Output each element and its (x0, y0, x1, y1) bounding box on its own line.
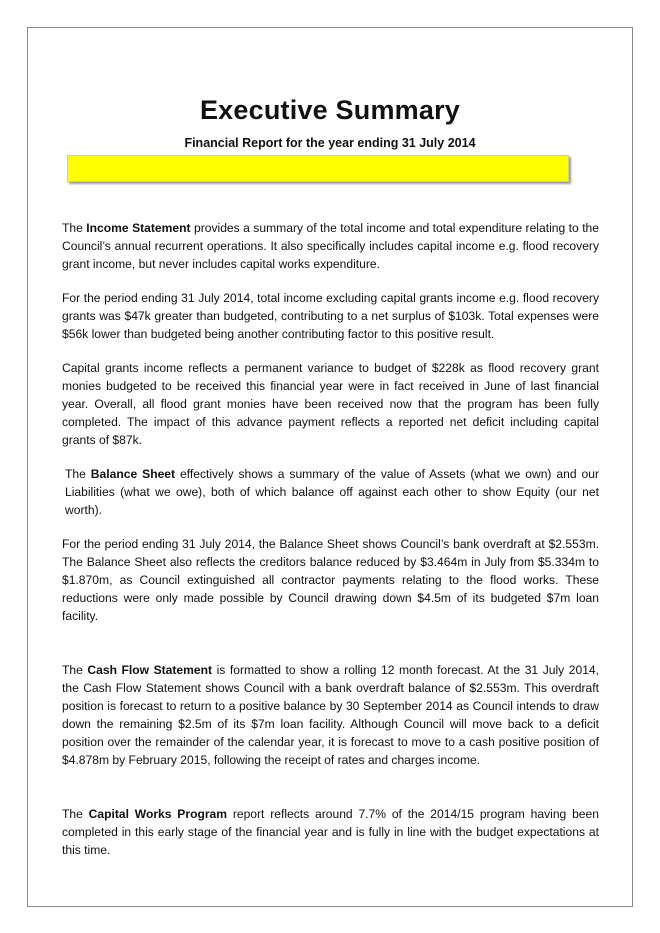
paragraph-lead: The (62, 807, 89, 821)
capital-grants-paragraph: Capital grants income reflects a permanent variance to budget of $228k as flood recovery grant monies budgeted to be received this financial year were in fact received in June of last financial year. Overall, all flood grant monies have been received now that the program has been fully completed. The impact of this advance payment reflects a reported net deficit including capital grants of $87k. (62, 361, 599, 447)
capital-works-paragraph (62, 805, 599, 859)
income-statement-paragraph (62, 219, 599, 273)
balance-sheet-heading: Balance Sheet (90, 467, 176, 481)
income-statement-heading: Income Statement (86, 221, 191, 235)
paragraph-text: provides a summary of the total income and total expenditure relating to the Council’s annual recurrent operations. It also specifically includes capital income e.g. flood recovery grant income, but never includes capital works expenditure. (62, 221, 600, 271)
paragraph-text: is formatted to show a rolling 12 month forecast. At the 31 July 2014, the Cash Flow Statement shows Council with a bank overdraft balance of $2.553m. This overdraft position is forecast to return to a positive balance by 30 September 2014 as Council intends to draw down the remaining $2.5m of its $7m loan facility. Although Council will move back to a deficit position over the remainder of the calendar year, it is forecast to move to a cash positive position of $4.878m by February 2015, following the receipt of rates and charges income. (62, 663, 600, 767)
paragraph-lead: The (62, 663, 88, 677)
page-title: Executive Summary (199, 95, 461, 125)
cash-flow-paragraph (62, 661, 599, 769)
cash-flow-heading: Cash Flow Statement (87, 663, 213, 677)
paragraph-lead: The (62, 221, 87, 235)
capital-works-heading: Capital Works Program (88, 807, 228, 821)
income-period-paragraph: For the period ending 31 July 2014, total income excluding capital grants income e.g. flood recovery grants was $47k greater than budgeted, contributing to a net surplus of $103k. Total expenses were $56k lower than budgeted being another contributing factor to this positive result. (62, 291, 599, 341)
paragraph-text: report reflects around 7.7% of the 2014/15 program having been completed in this early stage of the financial year and is fully in line with the budget expectations at this time. (62, 807, 599, 857)
balance-period-paragraph: For the period ending 31 July 2014, the Balance Sheet shows Council’s bank overdraft at $2.553m. The Balance Sheet also reflects the creditors balance reduced by $3.464m in July from $5.334m to $1.870m, as Council extinguished all contractor payments relating to the flood works. These reductions were only made possible by Council drawing down $4.5m of its budgeted $7m loan facility. (62, 537, 599, 623)
page-subtitle: Financial Report for the year ending 31 July 2014 (184, 136, 476, 150)
paragraph-text: effectively shows a summary of the value of Assets (what we own) and our Liabilities (what we owe), both of which balance off against each other to show Equity (our net worth). (65, 467, 599, 517)
balance-sheet-paragraph (62, 465, 599, 519)
highlight-band (67, 155, 569, 182)
paragraph-lead: The (65, 467, 91, 481)
report-body (62, 219, 599, 859)
